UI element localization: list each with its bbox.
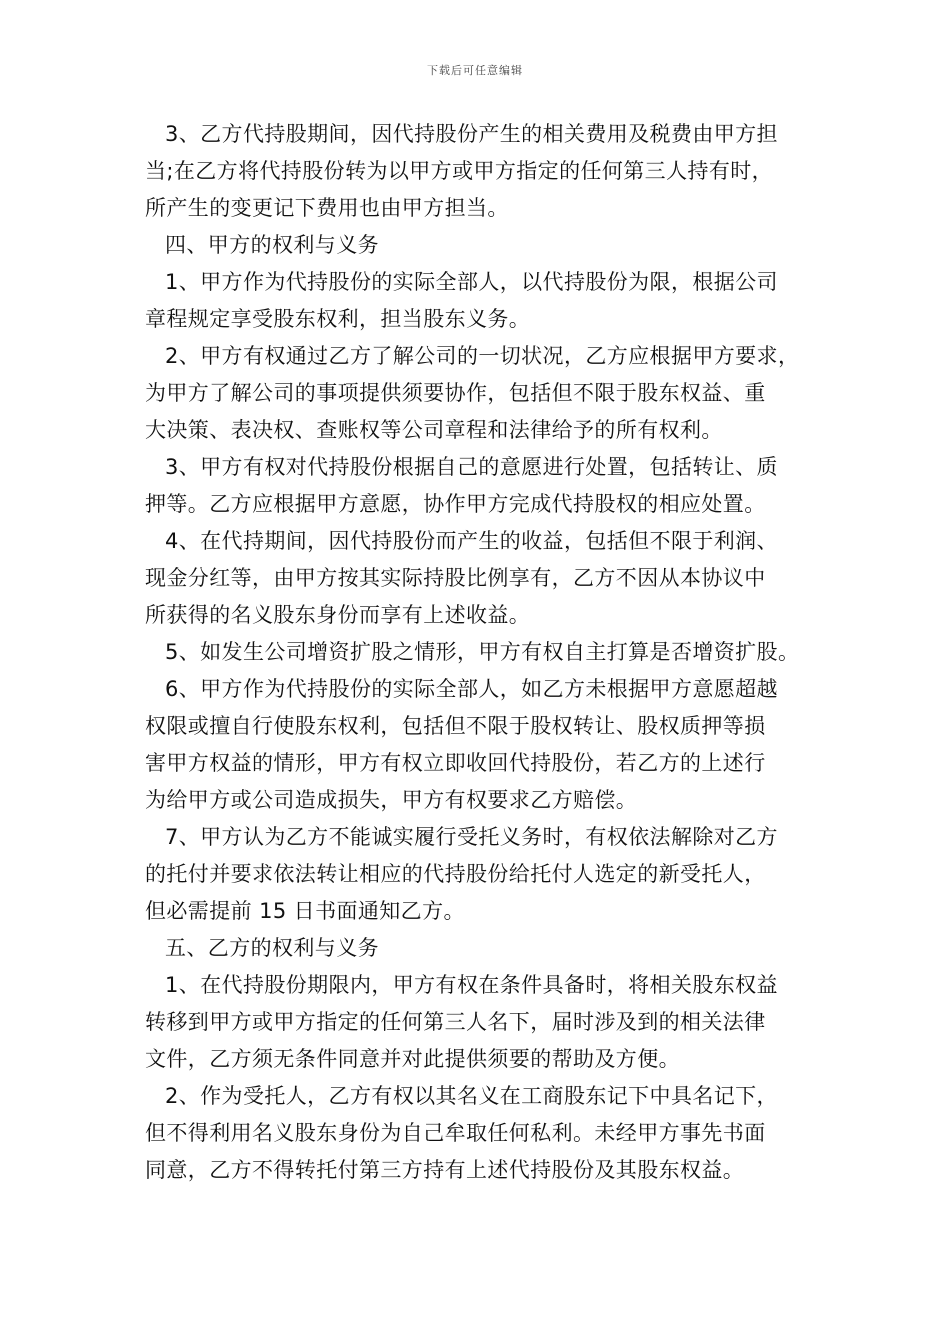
text-line: 为甲方了解公司的事项提供须要协作，包括但不限于股东权益、重 (145, 381, 766, 405)
text-line: 1、甲方作为代持股份的实际全部人，以代持股份为限，根据公司 (165, 270, 778, 294)
text-line: 章程规定享受股东权利，担当股东义务。 (145, 307, 531, 331)
text-line: 5、如发生公司增资扩股之情形，甲方有权自主打算是否增资扩股。 (165, 640, 800, 664)
text-line: 4、在代持期间，因代持股份而产生的收益，包括但不限于利润、 (165, 529, 778, 553)
text-line: 当;在乙方将代持股份转为以甲方或甲方指定的任何第三人持有时， (145, 159, 774, 183)
document-body (145, 116, 825, 1189)
text-line: 转移到甲方或甲方指定的任何第三人名下，届时涉及到的相关法律 (145, 1010, 766, 1034)
text-line: 同意，乙方不得转托付第三方持有上述代持股份及其股东权益。 (145, 1158, 745, 1182)
text-line: 但必需提前 15 日书面通知乙方。 (145, 899, 465, 923)
text-line: 大决策、表决权、查账权等公司章程和法律给予的所有权利。 (145, 418, 723, 442)
text-line: 害甲方权益的情形，甲方有权立即收回代持股份，若乙方的上述行 (145, 751, 766, 775)
text-line: 五、乙方的权利与义务 (165, 936, 379, 960)
text-line: 为给甲方或公司造成损失，甲方有权要求乙方赔偿。 (145, 788, 638, 812)
text-line: 权限或擅自行使股东权利，包括但不限于股权转让、股权质押等损 (145, 714, 766, 738)
text-line: 所产生的变更记下费用也由甲方担当。 (145, 196, 509, 220)
text-line: 所获得的名义股东身份而享有上述收益。 (145, 603, 531, 627)
text-line: 2、甲方有权通过乙方了解公司的一切状况，乙方应根据甲方要求， (165, 344, 800, 368)
text-line: 但不得利用名义股东身份为自己牟取任何私利。未经甲方事先书面 (145, 1121, 766, 1145)
text-line: 3、甲方有权对代持股份根据自己的意愿进行处置，包括转让、质 (165, 455, 778, 479)
text-line: 6、甲方作为代持股份的实际全部人，如乙方未根据甲方意愿超越 (165, 677, 778, 701)
text-line: 1、在代持股份期限内，甲方有权在条件具备时，将相关股东权益 (165, 973, 778, 997)
text-line: 文件，乙方须无条件同意并对此提供须要的帮助及方便。 (145, 1047, 680, 1071)
text-line: 的托付并要求依法转让相应的代持股份给托付人选定的新受托人， (145, 862, 766, 886)
text-line: 7、甲方认为乙方不能诚实履行受托义务时，有权依法解除对乙方 (165, 825, 778, 849)
text-line: 现金分红等，由甲方按其实际持股比例享有，乙方不因从本协议中 (145, 566, 766, 590)
header-note: 下载后可任意编辑 (427, 64, 523, 77)
text-line: 四、甲方的权利与义务 (165, 233, 379, 257)
text-line: 2、作为受托人，乙方有权以其名义在工商股东记下中具名记下， (165, 1084, 778, 1108)
text-line: 押等。乙方应根据甲方意愿，协作甲方完成代持股权的相应处置。 (145, 492, 766, 516)
text-line: 3、乙方代持股期间，因代持股份产生的相关费用及税费由甲方担 (165, 122, 778, 146)
